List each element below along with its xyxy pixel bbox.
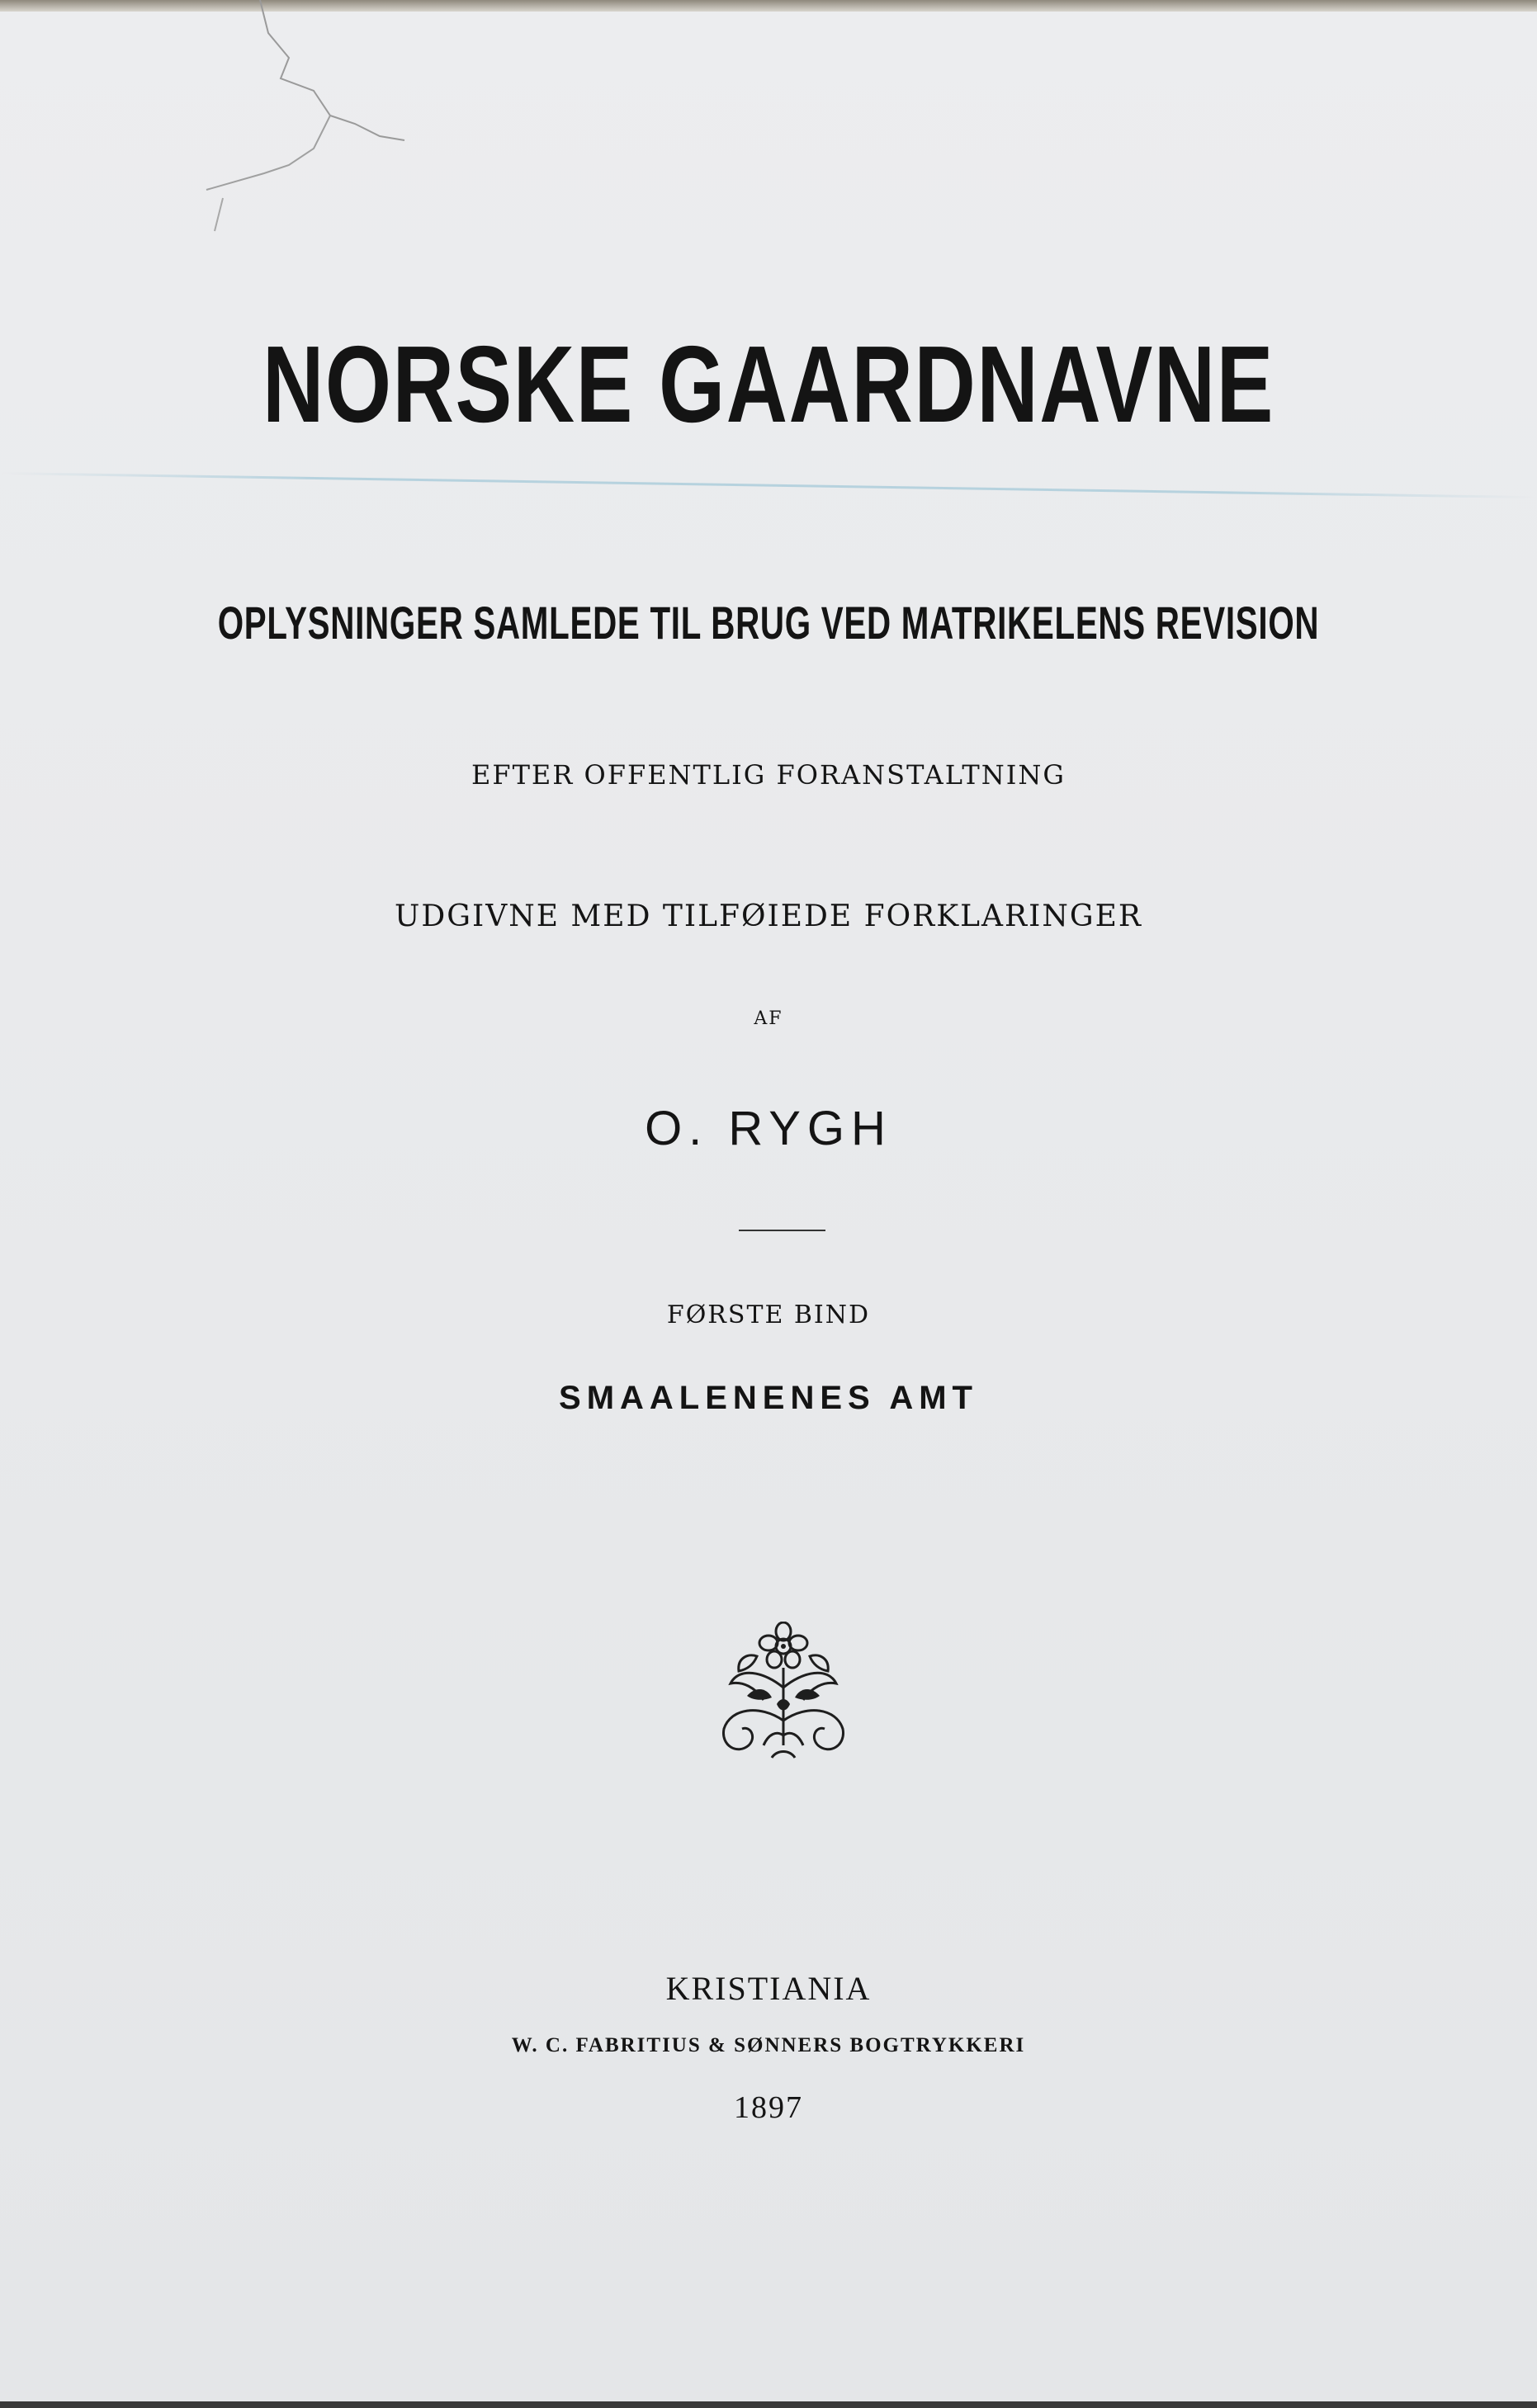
by-label: AF [754,1008,783,1029]
book-subtitle: OPLYSNINGER SAMLEDE TIL BRUG VED MATRIKELENS REVISION [217,597,1320,649]
book-title: NORSKE GAARDNAVNE [262,323,1275,445]
imprint-city: KRISTIANIA [665,1970,872,2007]
paper-stain-line [0,472,1537,498]
divider-rule [739,1230,825,1231]
paper-crease [190,0,454,248]
imprint-printer: W. C. FABRITIUS & SØNNERS BOGTRYKKERI [511,2034,1026,2056]
floral-vignette-icon [714,1622,853,1767]
volume-label: FØRSTE BIND [666,1301,871,1329]
page-bottom-edge [0,2401,1537,2408]
edition-note: UDGIVNE MED TILFØIEDE FORKLARINGER [395,899,1142,933]
imprint-year: 1897 [734,2090,803,2125]
region-name: SMAALENENES AMT [559,1380,978,1416]
publication-note: EFTER OFFENTLIG FORANSTALTNING [471,759,1066,791]
author-name: O. RYGH [645,1102,892,1155]
